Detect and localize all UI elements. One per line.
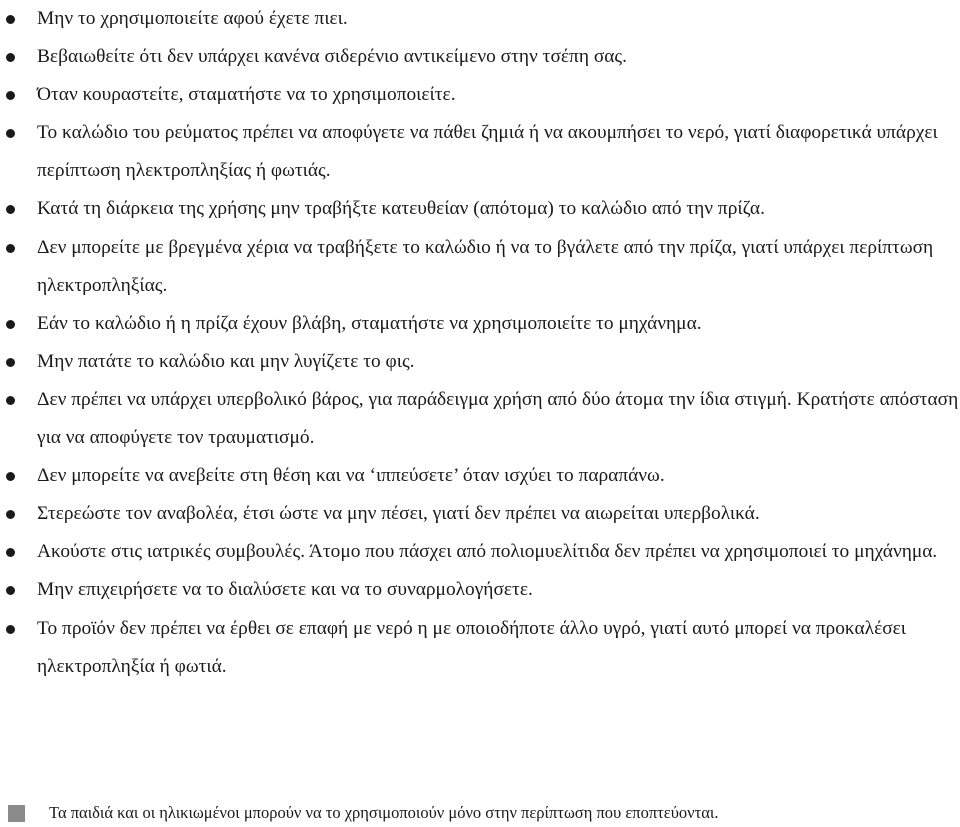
list-item — [0, 457, 960, 495]
square-marker-icon — [8, 805, 25, 822]
bullet-icon — [6, 396, 15, 405]
list-item-text: Ακούστε στις ιατρικές συμβουλές. Άτομο που πάσχει από πολιομυελίτιδα δεν πρέπει να χρησιμοποιεί το μηχάνημα. — [37, 541, 938, 563]
bullet-icon — [6, 53, 15, 62]
list-item-text: Βεβαιωθείτε ότι δεν υπάρχει κανένα σιδερένιο αντικείμενο στην τσέπη σας. — [37, 46, 627, 68]
list-item — [0, 0, 960, 38]
list-item-text: Δεν μπορείτε να ανεβείτε στη θέση και να ‘ιππεύσετε’ όταν ισχύει το παραπάνω. — [37, 465, 665, 487]
list-item-text: Δεν πρέπει να υπάρχει υπερβολικό βάρος, για παράδειγμα χρήση από δύο άτομα την ίδια στιγμή. Κρατήστε απόσταση για να αποφύγετε τον τραυματισμό. — [37, 388, 959, 449]
bullet-icon — [6, 586, 15, 595]
bullet-icon — [6, 472, 15, 481]
bullet-icon — [6, 129, 15, 138]
list-item — [0, 381, 960, 457]
list-item-text: Κατά τη διάρκεια της χρήσης μην τραβήξτε κατευθείαν (απότομα) το καλώδιο από την πρίζα. — [37, 198, 765, 220]
list-item-text: Όταν κουραστείτε, σταματήστε να το χρησιμοποιείτε. — [37, 84, 456, 106]
list-item — [0, 533, 960, 571]
list-item — [0, 114, 960, 190]
list-item — [0, 610, 960, 686]
list-item — [0, 305, 960, 343]
list-item — [0, 495, 960, 533]
bullet-icon — [6, 205, 15, 214]
bullet-icon — [6, 358, 15, 367]
bullet-icon — [6, 320, 15, 329]
list-item-text: Εάν το καλώδιο ή η πρίζα έχουν βλάβη, σταματήστε να χρησιμοποιείτε το μηχάνημα. — [37, 312, 702, 334]
list-item — [0, 343, 960, 381]
list-item-text: Το καλώδιο του ρεύματος πρέπει να αποφύγετε να πάθει ζημιά ή να ακουμπήσει το νερό, γιατί διαφορετικά υπάρχει περίπτωση ηλεκτροπληξίας ή φωτιάς. — [37, 122, 938, 182]
bullet-icon — [6, 625, 15, 634]
list-item — [0, 229, 960, 305]
list-item-text: Μην το χρησιμοποιείτε αφού έχετε πιει. — [37, 8, 348, 29]
bullet-icon — [6, 15, 15, 24]
bullet-icon — [6, 244, 15, 253]
bullet-icon — [6, 510, 15, 519]
list-item — [0, 190, 960, 228]
list-item-text: Δεν μπορείτε με βρεγμένα χέρια να τραβήξετε το καλώδιο ή να το βγάλετε από την πρίζα, γιατί υπάρχει περίπτωση ηλεκτροπληξίας. — [37, 236, 934, 296]
list-item — [0, 76, 960, 114]
note-text: Τα παιδιά και οι ηλικιωμένοι μπορούν να το χρησιμοποιούν μόνο στην περίπτωση που εποπτεύονται. — [49, 803, 719, 822]
supervision-note — [8, 802, 718, 824]
list-item-text: Το προϊόν δεν πρέπει να έρθει σε επαφή με νερό η με οποιοδήποτε άλλο υγρό, γιατί αυτό μπορεί να προκαλέσει ηλεκτροπληξία ή φωτιά. — [37, 617, 907, 677]
bullet-icon — [6, 91, 15, 100]
list-item-text: Μην επιχειρήσετε να το διαλύσετε και να το συναρμολογήσετε. — [37, 579, 533, 601]
bullet-icon — [6, 548, 15, 557]
list-item — [0, 571, 960, 609]
list-item — [0, 38, 960, 76]
list-item-text: Στερεώστε τον αναβολέα, έτσι ώστε να μην πέσει, γιατί δεν πρέπει να αιωρείται υπερβολικά. — [37, 503, 760, 525]
list-item-text: Μην πατάτε το καλώδιο και μην λυγίζετε το φις. — [37, 350, 415, 372]
